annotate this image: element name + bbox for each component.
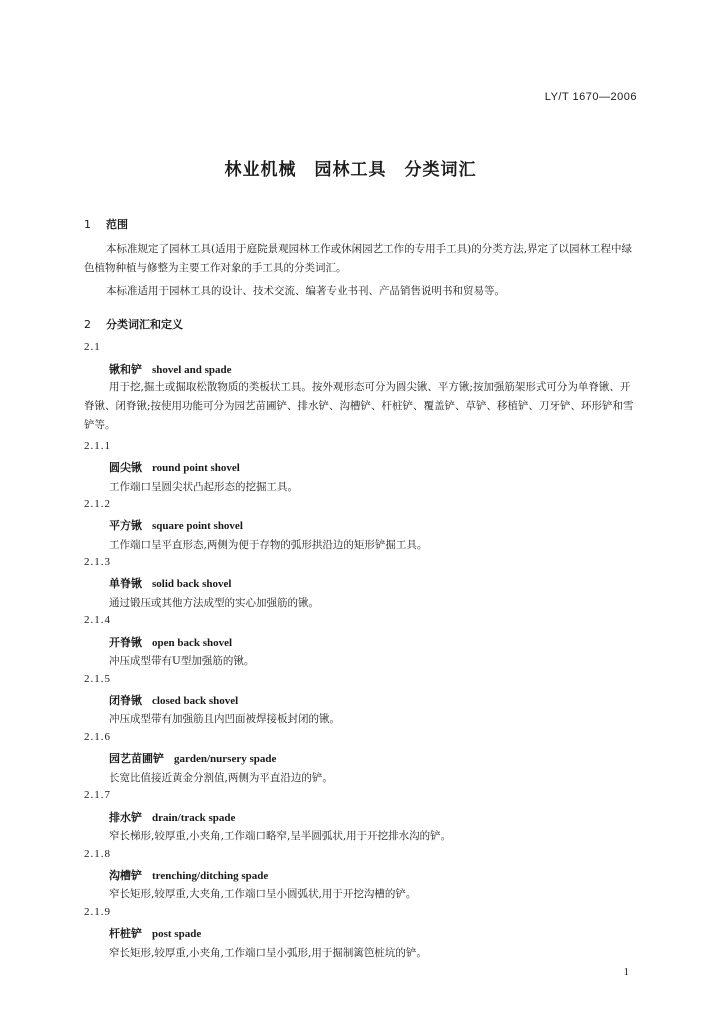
term-english: open back shovel [152, 637, 233, 649]
section-number: 2 [84, 318, 91, 331]
entry-number: 2.1.4 [84, 614, 111, 626]
entry-number: 2.1.7 [84, 789, 111, 801]
term-chinese: 开脊锹 [109, 636, 142, 649]
entry-term [109, 692, 238, 708]
entry-term [109, 809, 235, 825]
term-english: drain/track spade [152, 812, 236, 824]
entry-term [109, 361, 231, 377]
standard-number: LY/T 1670—2006 [544, 91, 637, 103]
entry-number: 2.1.8 [84, 848, 111, 860]
entry-term [109, 867, 268, 883]
entry-term [109, 750, 276, 766]
entry-number: 2.1.2 [84, 498, 111, 510]
entry-definition: 工作端口呈圆尖状凸起形态的挖掘工具。 [109, 481, 298, 493]
term-english: post spade [152, 928, 202, 940]
term-english: closed back shovel [152, 695, 239, 707]
page-number: 1 [623, 966, 629, 978]
term-english: trenching/ditching spade [152, 870, 269, 882]
entry-term [109, 517, 243, 533]
entry-definition: 窄长矩形,较厚重,小夹角,工作端口呈小弧形,用于掘制篱笆桩坑的铲。 [109, 947, 427, 959]
entry-definition: 用于挖,掘土或掘取松散物质的类板状工具。按外观形态可分为圆尖锹、平方锹;按加强筋架形式可分为单脊锹、开脊锹、闭脊锹;按使用功能可分为园艺苗圃铲、排水铲、沟槽铲、杆桩铲、覆盖铲、草铲、移植铲、刀牙铲、环形铲和雪铲等。 [84, 381, 634, 431]
scope-paragraph-1: 本标准规定了园林工具(适用于庭院景观园林工作或休闲园艺工作的专用手工具)的分类方法,界定了以园林工程中绿色植物种植与修整为主要工作对象的手工具的分类词汇。 [84, 243, 633, 274]
term-chinese: 单脊锹 [109, 577, 142, 590]
term-chinese: 园艺苗圃铲 [109, 752, 164, 765]
entry-number: 2.1.5 [84, 673, 111, 685]
entry-term [109, 575, 231, 591]
section-title: 分类词汇和定义 [106, 318, 183, 331]
entry-definition: 冲压成型带有加强筋且内凹面被焊接板封闭的锹。 [109, 713, 340, 725]
entry-definition: 通过锻压或其他方法成型的实心加强筋的锹。 [109, 597, 319, 609]
entry-definition: 冲压成型带有U型加强筋的锹。 [109, 655, 255, 667]
entry-number: 2.1.1 [84, 440, 111, 452]
section-number: 1 [84, 218, 91, 231]
term-english: round point shovel [152, 462, 240, 474]
term-chinese: 杆桩铲 [109, 927, 142, 940]
entry-number: 2.1.3 [84, 556, 111, 568]
entry-definition: 长宽比值接近黄金分割值,两侧为平直沿边的铲。 [109, 772, 333, 784]
entry-term [109, 459, 240, 475]
section-1-heading [84, 216, 128, 232]
entry-definition: 窄长梯形,较厚重,小夹角,工作端口略窄,呈半圆弧状,用于开挖排水沟的铲。 [109, 830, 452, 842]
term-chinese: 沟槽铲 [109, 869, 142, 882]
term-chinese: 圆尖锹 [109, 461, 142, 474]
term-chinese: 排水铲 [109, 811, 142, 824]
entry-term [109, 634, 232, 650]
section-title: 范围 [106, 218, 128, 231]
term-english: garden/nursery spade [174, 753, 277, 765]
document-title: 林业机械 园林工具 分类词汇 [224, 160, 477, 180]
section-2-heading [84, 316, 183, 332]
term-chinese: 平方锹 [109, 519, 142, 532]
entry-definition: 窄长矩形,较厚重,大夹角,工作端口呈小圆弧状,用于开挖沟槽的铲。 [109, 888, 417, 900]
term-english: square point shovel [152, 520, 243, 532]
term-english: shovel and spade [152, 364, 232, 376]
entry-definition: 工作端口呈平直形态,两侧为便于存物的弧形拱沿边的矩形铲掘工具。 [109, 539, 428, 551]
entry-number: 2.1.9 [84, 906, 111, 918]
scope-paragraph-2: 本标准适用于园林工具的设计、技术交流、编著专业书刊、产品销售说明书和贸易等。 [106, 285, 505, 297]
term-chinese: 闭脊锹 [109, 694, 142, 707]
entry-number: 2.1 [84, 341, 101, 353]
term-chinese: 锹和铲 [109, 363, 142, 376]
entry-term [109, 925, 201, 941]
entry-number: 2.1.6 [84, 731, 111, 743]
term-english: solid back shovel [152, 578, 232, 590]
